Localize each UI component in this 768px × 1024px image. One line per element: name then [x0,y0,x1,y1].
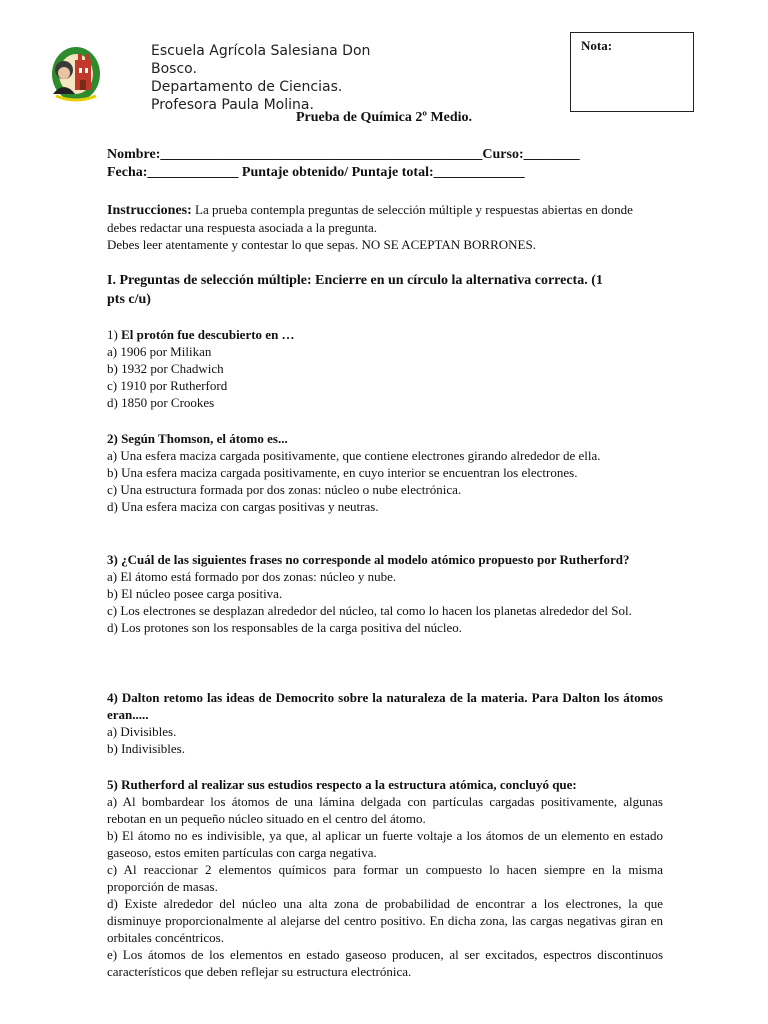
question-5 [107,776,663,980]
grade-box[interactable] [570,32,694,112]
option[interactable]: b) El átomo no es indivisible, ya que, al aplicar un fuerte voltaje a los átomos de un elemento en estado gaseoso, estos emiten partículas con carga negativa. [107,828,663,860]
question-4 [107,689,663,757]
option[interactable]: b) Indivisibles. [107,741,185,756]
question-prompt: 4) Dalton retomo las ideas de Democrito sobre la naturaleza de la materia. Para Dalton los átomos eran..... [107,690,663,722]
question-prompt: El protón fue descubierto en … [121,327,295,342]
school-line: Profesora Paula Molina. [151,97,314,113]
option[interactable]: b) El núcleo posee carga positiva. [107,586,283,601]
school-line: Escuela Agrícola Salesiana Don [151,43,371,59]
option[interactable]: d) Una esfera maciza con cargas positivas y neutras. [107,499,379,514]
option[interactable]: b) 1932 por Chadwich [107,361,224,376]
option[interactable]: b) Una esfera maciza cargada positivamente, en cuyo interior se encuentran los electrones. [107,465,578,480]
instructions [107,201,663,253]
option[interactable]: a) Divisibles. [107,724,177,739]
question-3 [107,551,663,636]
question-prompt: 3) ¿Cuál de las siguientes frases no corresponde al modelo atómico propuesto por Rutherford? [107,552,630,567]
question-prompt: 5) Rutherford al realizar sus estudios respecto a la estructura atómica, concluyó que: [107,777,577,792]
school-line: Bosco. [151,61,197,77]
option[interactable]: e) Los átomos de los elementos en estado gaseoso producen, al ser excitados, espectros discontinuos característicos que deben reflejar su estructura electrónica. [107,947,663,979]
option[interactable]: a) 1906 por Milikan [107,344,212,359]
option[interactable]: d) Existe alrededor del núcleo una alta zona de probabilidad de encontrar a los electrones, la que disminuye proporcionalmente al alejarse del centro positivo. En dicha zona, las cargas negativas giran en orbitales concéntricos. [107,896,663,945]
section-title: I. Preguntas de selección múltiple: Encierre en un círculo la alternativa correcta. (1 pts c/u) [107,273,603,307]
school-header [151,42,451,114]
question-2 [107,430,663,515]
instructions-text-2: Debes leer atentamente y contestar lo que sepas. NO SE ACEPTAN BORRONES. [107,237,536,252]
question-1 [107,326,663,411]
exam-title: Prueba de Química 2º Medio. [295,110,473,125]
question-number: 1) [107,327,122,342]
question-prompt: 2) Según Thomson, el átomo es... [107,431,288,446]
option[interactable]: c) 1910 por Rutherford [107,378,228,393]
option[interactable]: d) Los protones son los responsables de la carga positiva del núcleo. [107,620,463,635]
option[interactable]: c) Al reaccionar 2 elementos químicos para formar un compuesto lo hacen siempre en la misma proporción de masas. [107,862,663,894]
option[interactable]: a) Una esfera maciza cargada positivamente, que contiene electrones girando alrededor de ella. [107,448,601,463]
option[interactable]: a) El átomo está formado por dos zonas: núcleo y nube. [107,569,397,584]
instructions-text: La prueba contempla preguntas de selección múltiple y respuestas abiertas en donde debes redactar una respuesta asociada a la pregunta. [107,202,633,235]
option[interactable]: a) Al bombardear los átomos de una lámina delgada con partículas cargadas positivamente, algunas rebotan en un pequeño núcleo situado en el centro del átomo. [107,794,663,826]
instructions-label: Instrucciones: [107,203,192,218]
school-logo [50,42,100,102]
option[interactable]: c) Los electrones se desplazan alrededor del núcleo, tal como lo hacen los planetas alrededor del Sol. [107,603,632,618]
option[interactable]: c) Una estructura formada por dos zonas: núcleo o nube electrónica. [107,482,462,497]
date-score-field[interactable]: Fecha:_____________ Puntaje obtenido/ Puntaje total:_____________ [107,165,525,180]
school-line: Departamento de Ciencias. [151,79,343,95]
grade-label: Nota: [581,38,613,53]
name-course-field[interactable]: Nombre:______________________________________________Curso:________ [107,147,580,162]
option[interactable]: d) 1850 por Crookes [107,395,215,410]
